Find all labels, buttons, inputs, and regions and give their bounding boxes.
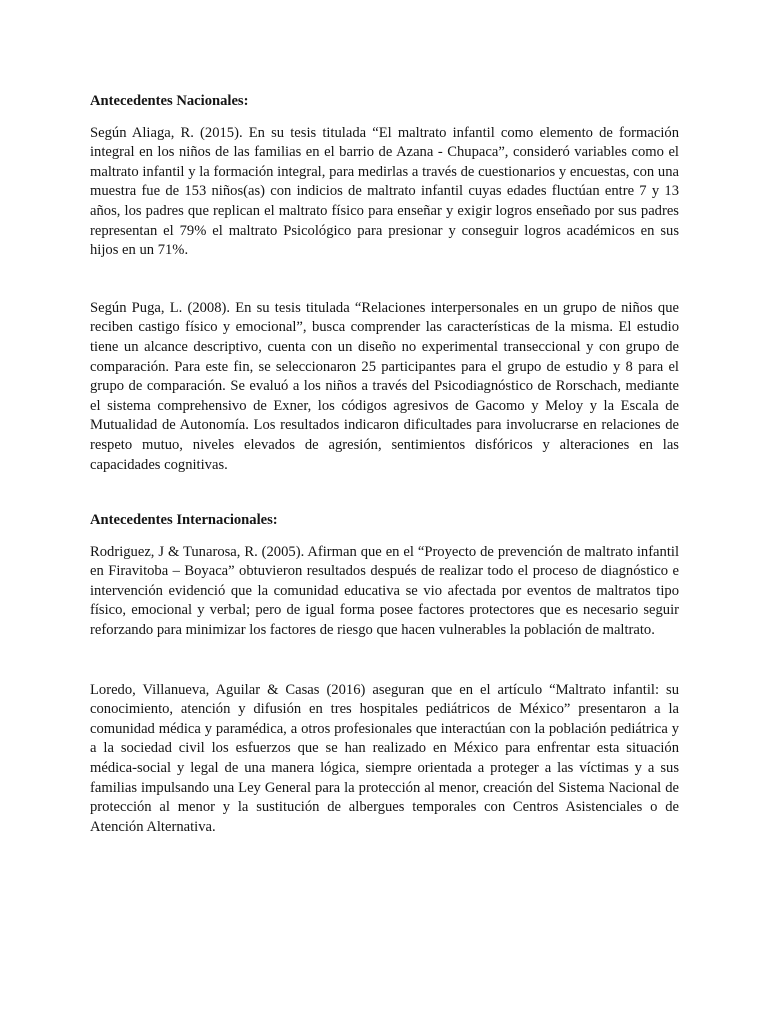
document-body	[90, 92, 679, 837]
paragraph: Rodriguez, J & Tunarosa, R. (2005). Afirman que en el “Proyecto de prevención de maltrato infantil en Firavitoba – Boyaca” obtuvieron resultados después de realizar todo el proceso de diagnóstico e intervención evidenció que la comunidad educativa se vio afectada por eventos de maltratos tipo físico, emocional y verbal; pero de igual forma posee factores protectores que es necesario seguir reforzando para minimizar los factores de riesgo que hacen vulnerables la población de maltrato.	[90, 543, 679, 639]
section-heading: Antecedentes Nacionales:	[90, 93, 249, 109]
paragraph: Según Aliaga, R. (2015). En su tesis titulada “El maltrato infantil como elemento de formación integral en los niños de las familias en el barrio de Azana - Chupaca”, consideró variables como el maltrato infantil y la formación integral, para medirlas a través de cuestionarios y encuestas, con una muestra fue de 153 niños(as) con indicios de maltrato infantil cuyas edades fluctúan entre 7 y 13 años, los padres que replican el maltrato físico para enseñar y exigir logros enseñado por sus padres representan el 79% el maltrato Psicológico para presionar y conseguir logros académicos en sus hijos en un 71%.	[90, 124, 679, 259]
section-antecedentes-nacionales	[90, 92, 679, 475]
paragraph: Según Puga, L. (2008). En su tesis titulada “Relaciones interpersonales en un grupo de niños que reciben castigo físico y emocional”, busca comprender las características de la misma. El estudio tiene un alcance descriptivo, cuenta con un diseño no experimental transeccional y con grupo de comparación. Para este fin, se seleccionaron 25 participantes para el grupo de estudio y 8 para el grupo de comparación. Se evaluó a los niños a través del Psicodiagnóstico de Rorschach, mediante el sistema comprehensivo de Exner, los códigos agresivos de Gacomo y Meloy y la Escala de Mutualidad de Autonomía. Los resultados indicaron dificultades para involucrarse en relaciones de respeto mutuo, niveles elevados de agresión, sentimientos disfóricos y alteraciones en las capacidades cognitivas.	[90, 299, 679, 473]
section-antecedentes-internacionales	[90, 511, 679, 837]
section-heading: Antecedentes Internacionales:	[90, 512, 278, 529]
paragraph: Loredo, Villanueva, Aguilar & Casas (2016) aseguran que en el artículo “Maltrato infantil: su conocimiento, atención y difusión en tres hospitales pediátricos de México” presentaron a la comunidad médica y paramédica, a otros profesionales que interactúan con la población pediátrica y a la sociedad civil los esfuerzos que se han realizado en México para enfrentar esta situación médica-social y legal de una manera lógica, siempre orientada a proteger a las víctimas y a sus familias impulsando una Ley General para la protección al menor, creación del Sistema Nacional de protección al menor y la sustitución de albergues temporales con Centros Asistenciales o de Atención Alternativa.	[90, 681, 679, 835]
